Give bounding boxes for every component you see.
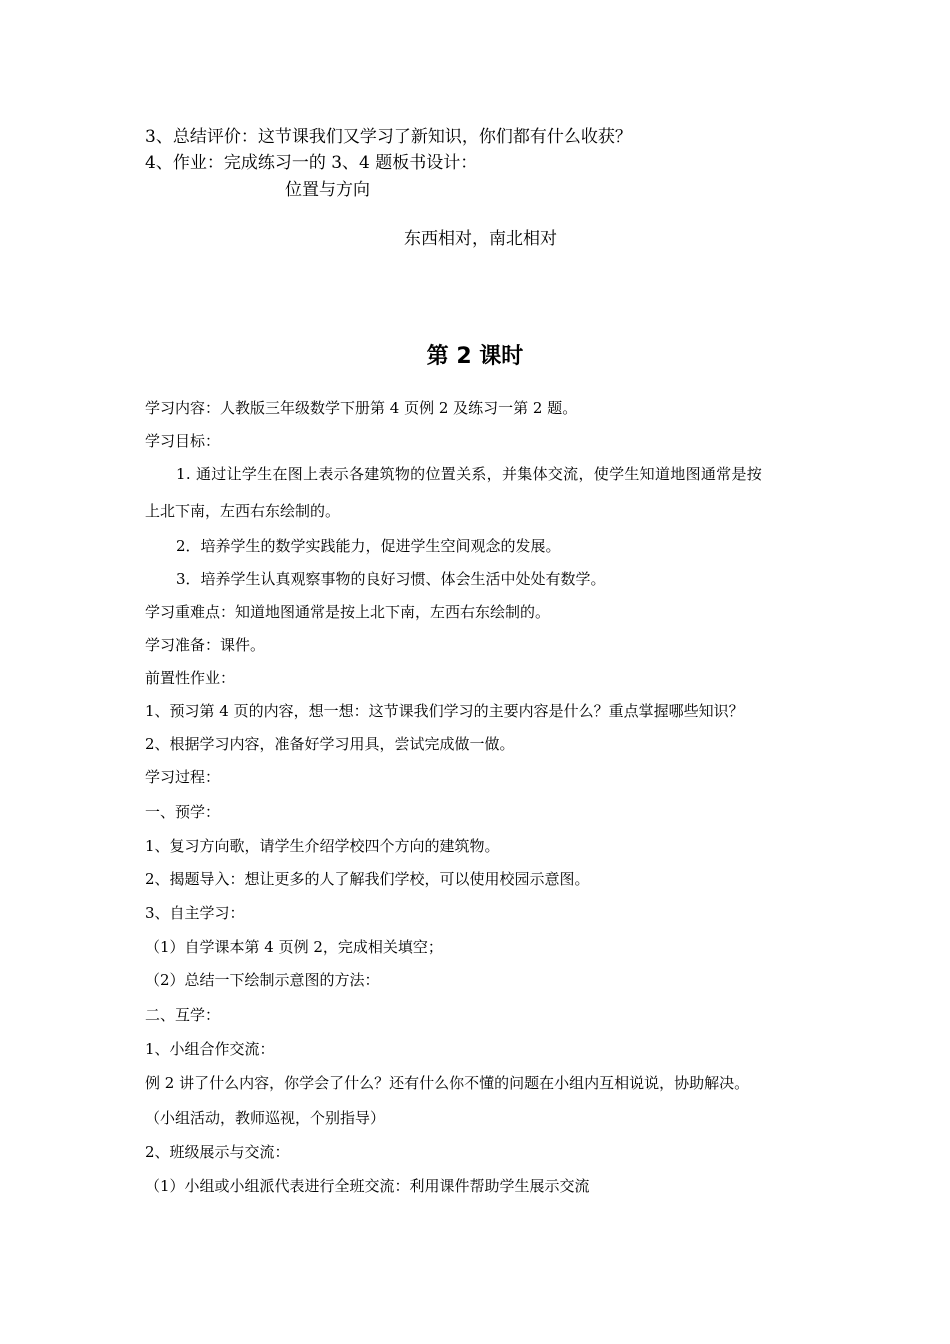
section-preview: 一、预学： bbox=[145, 803, 221, 821]
goals-label: 学习目标： bbox=[145, 432, 221, 450]
learning-content: 学习内容：人教版三年级数学下册第 4 页例 2 及练习一第 2 题。 bbox=[145, 399, 578, 417]
process-label: 学习过程： bbox=[145, 768, 221, 786]
board-title: 位置与方向 bbox=[285, 180, 370, 200]
preparation: 学习准备：课件。 bbox=[145, 636, 266, 654]
mutual-subitem-1: （1）小组或小组派代表进行全班交流：利用课件帮助学生展示交流 bbox=[145, 1177, 590, 1195]
goal-2: 2．培养学生的数学实践能力，促进学生空间观念的发展。 bbox=[176, 537, 561, 555]
preview-subitem-2: （2）总结一下绘制示意图的方法： bbox=[145, 971, 380, 989]
homework-item: 4、作业：完成练习一的 3、4 题板书设计： bbox=[145, 153, 478, 173]
goal-1-line-1: 1. 通过让学生在图上表示各建筑物的位置关系，并集体交流，使学生知道地图通常是按 bbox=[176, 465, 763, 483]
preview-subitem-1: （1）自学课本第 4 页例 2，完成相关填空； bbox=[145, 938, 443, 956]
summary-item: 3、总结评价：这节课我们又学习了新知识，你们都有什么收获？ bbox=[145, 127, 632, 147]
board-subtitle: 东西相对，南北相对 bbox=[404, 229, 557, 249]
lesson-title: 第 2 课时 bbox=[426, 344, 524, 369]
preview-item-3: 3、自主学习： bbox=[145, 904, 245, 922]
pre-homework-1: 1、预习第 4 页的内容，想一想：这节课我们学习的主要内容是什么？重点掌握哪些知识？ bbox=[145, 702, 744, 720]
mutual-text-2: （小组活动，教师巡视，个别指导） bbox=[145, 1109, 386, 1127]
mutual-item-1: 1、小组合作交流： bbox=[145, 1040, 275, 1058]
pre-homework-label: 前置性作业： bbox=[145, 669, 236, 687]
mutual-text-1: 例 2 讲了什么内容，你学会了什么？还有什么你不懂的问题在小组内互相说说，协助解决。 bbox=[145, 1074, 750, 1092]
mutual-item-2: 2、班级展示与交流： bbox=[145, 1143, 290, 1161]
preview-item-1: 1、复习方向歌，请学生介绍学校四个方向的建筑物。 bbox=[145, 837, 500, 855]
pre-homework-2: 2、根据学习内容，准备好学习用具，尝试完成做一做。 bbox=[145, 735, 515, 753]
section-mutual: 二、互学： bbox=[145, 1006, 221, 1024]
goal-3: 3．培养学生认真观察事物的良好习惯、体会生活中处处有数学。 bbox=[176, 570, 606, 588]
preview-item-2: 2、揭题导入：想让更多的人了解我们学校，可以使用校园示意图。 bbox=[145, 870, 590, 888]
key-points: 学习重难点：知道地图通常是按上北下南，左西右东绘制的。 bbox=[145, 603, 551, 621]
goal-1-line-2: 上北下南，左西右东绘制的。 bbox=[145, 502, 341, 520]
